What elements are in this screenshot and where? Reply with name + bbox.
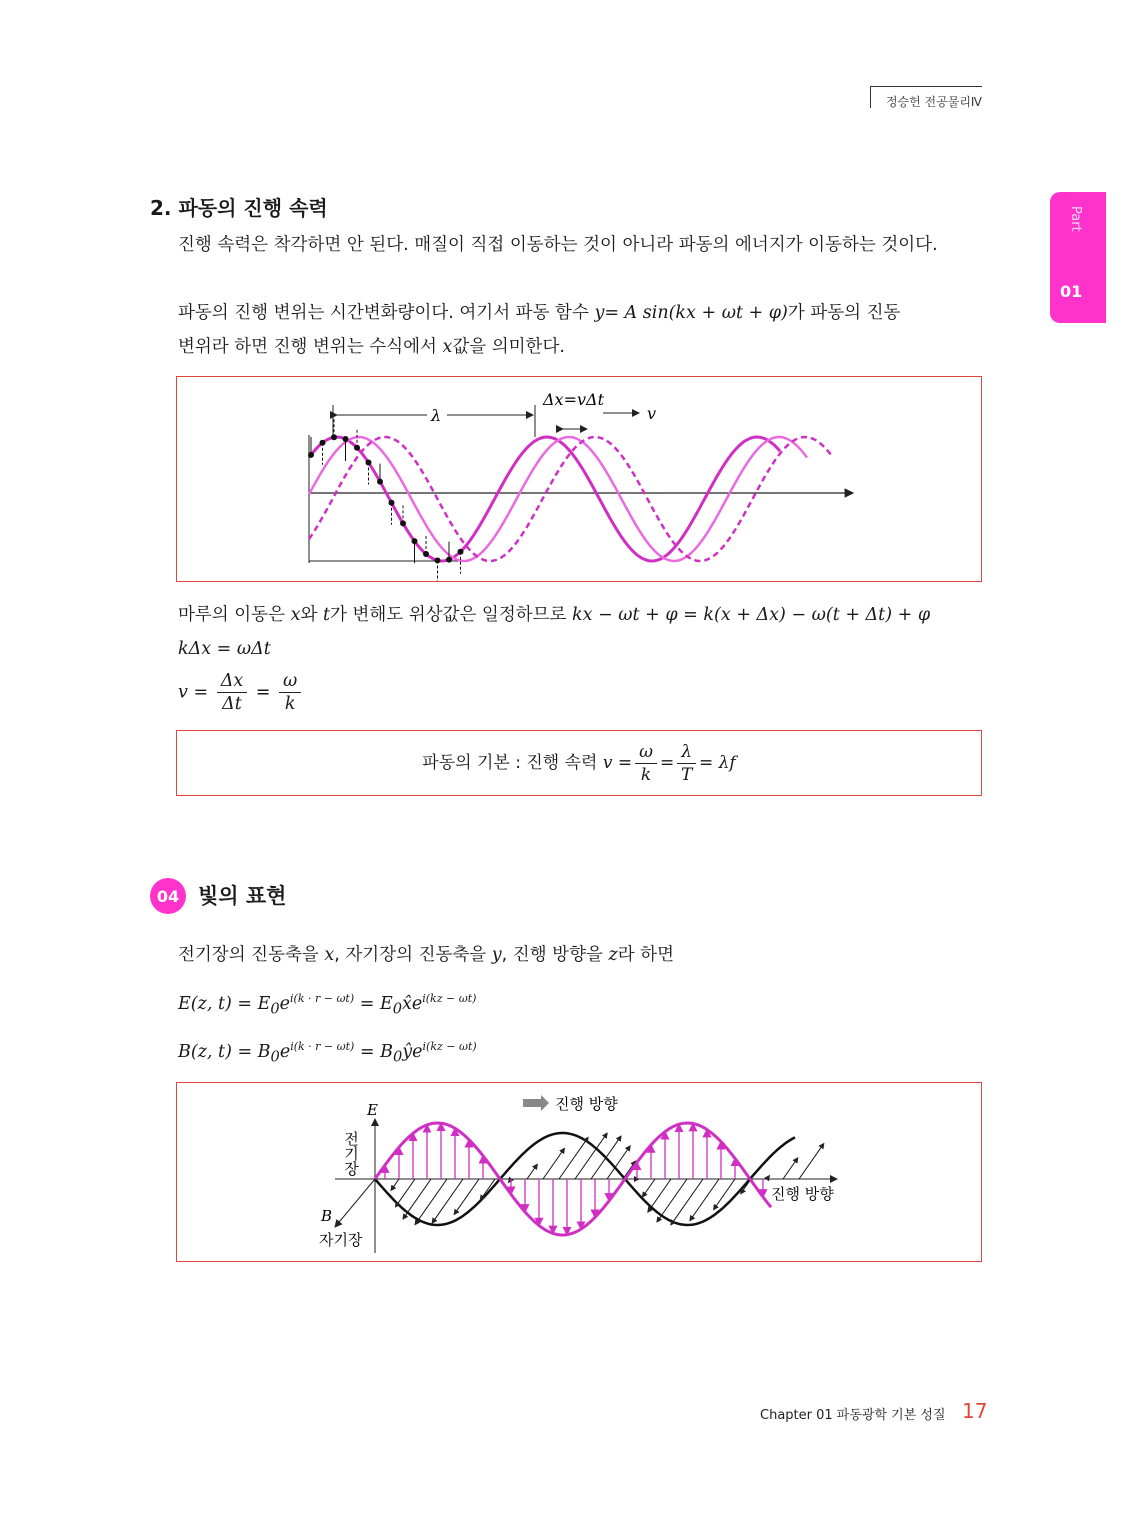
p3-text-b: 값을 의미한다. (452, 337, 565, 357)
phase-formula: kx − ωt + φ = k(x + Δx) − ω(t + Δt) + φ (572, 605, 931, 625)
section-title: 빛의 표현 (198, 884, 287, 908)
box-tail: = λf (699, 753, 736, 773)
magnetic-field-label: 자기장 (319, 1231, 363, 1249)
b-field-vector (575, 1133, 607, 1179)
lambda-label: λ (431, 406, 442, 425)
p4-t: t (322, 605, 330, 625)
e-axis-label: E (367, 1101, 378, 1119)
paragraph-1: 진행 속력은 착각하면 안 된다. 매질이 직접 이동하는 것이 아니라 파동의 에너지가 이동하는 것이다. (178, 235, 938, 255)
paragraph-2 (178, 296, 984, 330)
fraction-omega-k: $\frac{\omega}{k}$ (279, 670, 301, 715)
box-fraction-omega-k: $\frac{\omega}{k}$ (635, 741, 657, 786)
b-field-vector (783, 1158, 798, 1179)
eq2-lhs: v = (178, 682, 209, 703)
box-equals: = (659, 753, 675, 773)
b-axis-label: B (321, 1207, 333, 1225)
b-field-vector (767, 1176, 769, 1179)
b-field-vector (403, 1179, 431, 1219)
box-fraction-lambda-T: $\frac{\lambda}{T}$ (677, 741, 696, 786)
magnetic-field-equation: B(z, $t) = B_0e^{i(k \cdot r - \omega t)}$ = $B_0ŷe^{i(kz - \omega t)}$ (178, 1040, 477, 1066)
b-field-vector (527, 1164, 537, 1179)
em-wave-figure (176, 1082, 982, 1262)
speed-formula-box (176, 730, 982, 796)
part-number: 01 (1060, 282, 1083, 301)
equation-2 (178, 670, 984, 715)
p2-text-b: 가 파동의 진동 (787, 303, 901, 323)
box-v: v = (602, 753, 633, 773)
equation-1: kΔx = ωΔt (178, 639, 271, 659)
b-field-vector (391, 1179, 399, 1190)
b-field-vector (415, 1179, 447, 1225)
fraction-dx-dt: $\frac{\Delta x}{\Delta t}$ (217, 670, 248, 715)
p3-var: x (442, 337, 453, 357)
light-intro: 전기장의 진동축을 x, 자기장의 진동축을 y, 진행 방향을 z라 하면 (178, 945, 674, 965)
b-field-vector (454, 1179, 479, 1214)
b-axis (335, 1179, 375, 1227)
p4-text-c: 가 변해도 위상값은 일정하므로 (329, 605, 567, 625)
book-title: 정승헌 전공물리Ⅳ (870, 86, 982, 108)
wave-function: y= A sin(kx + ωt + φ) (594, 303, 788, 323)
b-field-vector (395, 1179, 415, 1207)
b-field-vector (432, 1179, 463, 1223)
box-text: 파동의 기본 : 진행 속력 (422, 753, 598, 773)
section-heading: 2. 파동의 진행 속력 (150, 196, 328, 220)
direction-arrow-icon (523, 1095, 549, 1111)
electric-field-equation: E(z, $t) = E_0e^{i(k \cdot r - \omega t)}$ = $E_0x̂e^{i(kz - \omega t)}$ (178, 992, 477, 1018)
b-field-vector (642, 1179, 655, 1197)
wave-propagation-figure (176, 376, 982, 582)
p4-text-a: 마루의 이동은 (178, 605, 285, 625)
direction-label-top: 진행 방향 (555, 1095, 618, 1113)
b-field-vector (480, 1179, 495, 1200)
p2-text-a: 파동의 진행 변위는 시간변화량이다. 여기서 파동 함수 (178, 303, 589, 323)
b-field-vector (799, 1144, 824, 1179)
b-field-vector (591, 1136, 621, 1179)
p4-text-b: 와 (300, 605, 318, 625)
wave-propagation-diagram (177, 377, 981, 581)
b-field-vector (559, 1137, 588, 1179)
eq2-equals: = (255, 682, 271, 703)
page-number: 17 (962, 1399, 988, 1423)
paragraph-3 (178, 330, 984, 364)
b-field-vector (671, 1179, 703, 1225)
electric-field-label: 전기장 (342, 1131, 360, 1176)
p4-x: x (290, 605, 301, 625)
b-field-vector (623, 1161, 636, 1179)
paragraph-4 (178, 598, 984, 632)
part-tab (1050, 192, 1106, 323)
delta-x-label: Δx=vΔt (543, 390, 605, 409)
velocity-label: v (647, 404, 657, 423)
section-number-badge: 04 (150, 878, 186, 914)
chapter-footer: Chapter 01 파동광학 기본 성질 (760, 1408, 946, 1423)
b-field-vector (657, 1179, 687, 1222)
em-wave-diagram (177, 1083, 981, 1261)
wave-original (309, 437, 780, 561)
b-field-vector (543, 1148, 564, 1179)
direction-label-right: 진행 방향 (771, 1185, 834, 1203)
p3-text-a: 변위라 하면 진행 변위는 수식에서 (178, 337, 437, 357)
part-label: Part (1068, 206, 1083, 232)
